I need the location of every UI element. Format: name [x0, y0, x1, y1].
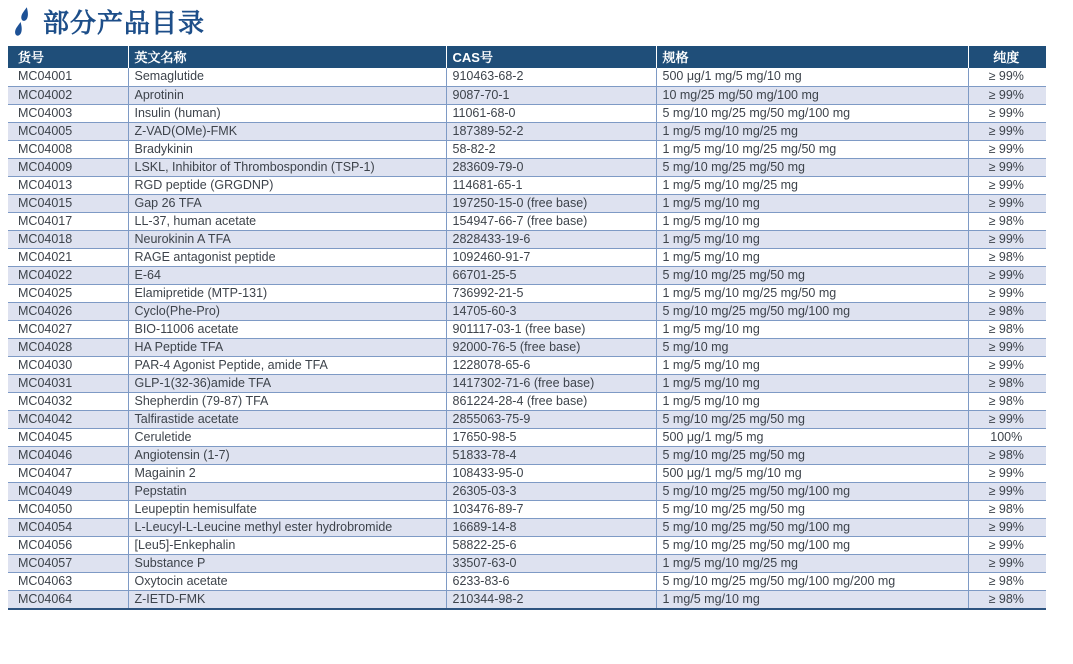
cell-name: Semaglutide: [128, 68, 446, 86]
cell-cas: 910463-68-2: [446, 68, 656, 86]
column-header-sku: 货号: [8, 46, 128, 68]
cell-name: Neurokinin A TFA: [128, 230, 446, 248]
cell-sku: MC04003: [8, 104, 128, 122]
cell-cas: 1228078-65-6: [446, 356, 656, 374]
cell-name: HA Peptide TFA: [128, 338, 446, 356]
cell-spec: 1 mg/5 mg/10 mg: [656, 356, 968, 374]
table-row: [8, 410, 1046, 428]
cell-purity: ≥ 99%: [968, 266, 1046, 284]
cell-purity: ≥ 99%: [968, 86, 1046, 104]
cell-cas: 2828433-19-6: [446, 230, 656, 248]
flame-double-slash-icon: [10, 7, 34, 40]
cell-spec: 500 μg/1 mg/5 mg/10 mg: [656, 464, 968, 482]
cell-name: Cyclo(Phe-Pro): [128, 302, 446, 320]
cell-name: GLP-1(32-36)amide TFA: [128, 374, 446, 392]
cell-sku: MC04042: [8, 410, 128, 428]
cell-spec: 1 mg/5 mg/10 mg: [656, 248, 968, 266]
cell-sku: MC04017: [8, 212, 128, 230]
cell-name: RAGE antagonist peptide: [128, 248, 446, 266]
cell-purity: ≥ 98%: [968, 374, 1046, 392]
cell-purity: ≥ 99%: [968, 554, 1046, 572]
table-body: [8, 68, 1046, 609]
cell-name: Leupeptin hemisulfate: [128, 500, 446, 518]
cell-cas: 6233-83-6: [446, 572, 656, 590]
cell-cas: 66701-25-5: [446, 266, 656, 284]
cell-spec: 5 mg/10 mg/25 mg/50 mg/100 mg: [656, 104, 968, 122]
cell-sku: MC04015: [8, 194, 128, 212]
table-row: [8, 212, 1046, 230]
table-row: [8, 356, 1046, 374]
cell-spec: 1 mg/5 mg/10 mg: [656, 212, 968, 230]
cell-cas: 1092460-91-7: [446, 248, 656, 266]
cell-cas: 14705-60-3: [446, 302, 656, 320]
cell-purity: ≥ 99%: [968, 122, 1046, 140]
cell-sku: MC04022: [8, 266, 128, 284]
cell-cas: 92000-76-5 (free base): [446, 338, 656, 356]
cell-spec: 5 mg/10 mg/25 mg/50 mg: [656, 410, 968, 428]
cell-spec: 1 mg/5 mg/10 mg: [656, 590, 968, 609]
table-row: [8, 194, 1046, 212]
table-header-row: [8, 46, 1046, 68]
cell-name: Elamipretide (MTP-131): [128, 284, 446, 302]
cell-cas: 26305-03-3: [446, 482, 656, 500]
cell-purity: ≥ 98%: [968, 572, 1046, 590]
table-row: [8, 122, 1046, 140]
cell-purity: ≥ 98%: [968, 446, 1046, 464]
cell-purity: ≥ 99%: [968, 104, 1046, 122]
cell-name: E-64: [128, 266, 446, 284]
cell-spec: 500 μg/1 mg/5 mg: [656, 428, 968, 446]
cell-sku: MC04063: [8, 572, 128, 590]
cell-cas: 901117-03-1 (free base): [446, 320, 656, 338]
table-row: [8, 536, 1046, 554]
cell-purity: ≥ 99%: [968, 410, 1046, 428]
cell-name: Ceruletide: [128, 428, 446, 446]
cell-name: Shepherdin (79-87) TFA: [128, 392, 446, 410]
cell-spec: 1 mg/5 mg/10 mg: [656, 392, 968, 410]
cell-name: Z-VAD(OMe)-FMK: [128, 122, 446, 140]
cell-name: PAR-4 Agonist Peptide, amide TFA: [128, 356, 446, 374]
page-title: 部分产品目录: [43, 8, 206, 38]
cell-sku: MC04054: [8, 518, 128, 536]
cell-cas: 861224-28-4 (free base): [446, 392, 656, 410]
cell-purity: ≥ 99%: [968, 194, 1046, 212]
cell-purity: ≥ 98%: [968, 302, 1046, 320]
cell-cas: 51833-78-4: [446, 446, 656, 464]
table-row: [8, 428, 1046, 446]
table-row: [8, 590, 1046, 609]
cell-spec: 5 mg/10 mg/25 mg/50 mg/100 mg/200 mg: [656, 572, 968, 590]
cell-spec: 5 mg/10 mg/25 mg/50 mg/100 mg: [656, 302, 968, 320]
cell-sku: MC04050: [8, 500, 128, 518]
cell-name: LL-37, human acetate: [128, 212, 446, 230]
cell-spec: 10 mg/25 mg/50 mg/100 mg: [656, 86, 968, 104]
cell-name: Aprotinin: [128, 86, 446, 104]
cell-spec: 5 mg/10 mg/25 mg/50 mg: [656, 266, 968, 284]
cell-purity: ≥ 99%: [968, 356, 1046, 374]
table-row: [8, 140, 1046, 158]
cell-sku: MC04018: [8, 230, 128, 248]
cell-sku: MC04005: [8, 122, 128, 140]
cell-cas: 210344-98-2: [446, 590, 656, 609]
product-table: [8, 46, 1046, 610]
table-row: [8, 554, 1046, 572]
cell-spec: 1 mg/5 mg/10 mg: [656, 374, 968, 392]
cell-name: Angiotensin (1-7): [128, 446, 446, 464]
table-row: [8, 374, 1046, 392]
cell-spec: 5 mg/10 mg/25 mg/50 mg/100 mg: [656, 518, 968, 536]
cell-spec: 5 mg/10 mg/25 mg/50 mg/100 mg: [656, 482, 968, 500]
cell-purity: ≥ 99%: [968, 140, 1046, 158]
cell-name: Gap 26 TFA: [128, 194, 446, 212]
table-row: [8, 158, 1046, 176]
cell-sku: MC04025: [8, 284, 128, 302]
cell-sku: MC04047: [8, 464, 128, 482]
cell-cas: 2855063-75-9: [446, 410, 656, 428]
cell-sku: MC04001: [8, 68, 128, 86]
cell-name: [Leu5]-Enkephalin: [128, 536, 446, 554]
cell-sku: MC04028: [8, 338, 128, 356]
table-row: [8, 482, 1046, 500]
cell-cas: 114681-65-1: [446, 176, 656, 194]
cell-spec: 1 mg/5 mg/10 mg: [656, 194, 968, 212]
table-row: [8, 284, 1046, 302]
cell-purity: ≥ 99%: [968, 176, 1046, 194]
table-row: [8, 518, 1046, 536]
cell-name: Substance P: [128, 554, 446, 572]
cell-spec: 1 mg/5 mg/10 mg/25 mg/50 mg: [656, 284, 968, 302]
table-row: [8, 302, 1046, 320]
cell-purity: ≥ 98%: [968, 212, 1046, 230]
cell-purity: ≥ 99%: [968, 284, 1046, 302]
cell-name: Oxytocin acetate: [128, 572, 446, 590]
cell-spec: 5 mg/10 mg/25 mg/50 mg: [656, 446, 968, 464]
cell-purity: ≥ 99%: [968, 482, 1046, 500]
cell-name: LSKL, Inhibitor of Thrombospondin (TSP-1): [128, 158, 446, 176]
cell-sku: MC04021: [8, 248, 128, 266]
cell-purity: ≥ 99%: [968, 464, 1046, 482]
cell-cas: 58822-25-6: [446, 536, 656, 554]
table-row: [8, 392, 1046, 410]
column-header-cas: CAS号: [446, 46, 656, 68]
cell-name: Bradykinin: [128, 140, 446, 158]
cell-spec: 500 μg/1 mg/5 mg/10 mg: [656, 68, 968, 86]
cell-name: Talfirastide acetate: [128, 410, 446, 428]
cell-cas: 283609-79-0: [446, 158, 656, 176]
cell-purity: ≥ 98%: [968, 590, 1046, 609]
cell-purity: ≥ 98%: [968, 320, 1046, 338]
cell-sku: MC04057: [8, 554, 128, 572]
cell-spec: 5 mg/10 mg/25 mg/50 mg/100 mg: [656, 536, 968, 554]
cell-spec: 5 mg/10 mg: [656, 338, 968, 356]
table-row: [8, 464, 1046, 482]
cell-purity: 100%: [968, 428, 1046, 446]
column-header-purity: 纯度: [968, 46, 1046, 68]
table-row: [8, 104, 1046, 122]
table-row: [8, 266, 1046, 284]
cell-purity: ≥ 99%: [968, 338, 1046, 356]
cell-name: BIO-11006 acetate: [128, 320, 446, 338]
cell-name: Magainin 2: [128, 464, 446, 482]
cell-sku: MC04026: [8, 302, 128, 320]
cell-purity: ≥ 99%: [968, 536, 1046, 554]
cell-spec: 1 mg/5 mg/10 mg: [656, 230, 968, 248]
cell-cas: 154947-66-7 (free base): [446, 212, 656, 230]
table-row: [8, 248, 1046, 266]
table-row: [8, 86, 1046, 104]
cell-cas: 11061-68-0: [446, 104, 656, 122]
table-row: [8, 320, 1046, 338]
cell-spec: 1 mg/5 mg/10 mg/25 mg: [656, 176, 968, 194]
cell-sku: MC04049: [8, 482, 128, 500]
cell-cas: 736992-21-5: [446, 284, 656, 302]
cell-cas: 9087-70-1: [446, 86, 656, 104]
cell-spec: 1 mg/5 mg/10 mg/25 mg/50 mg: [656, 140, 968, 158]
cell-name: Z-IETD-FMK: [128, 590, 446, 609]
cell-purity: ≥ 98%: [968, 500, 1046, 518]
cell-spec: 1 mg/5 mg/10 mg/25 mg: [656, 554, 968, 572]
cell-sku: MC04013: [8, 176, 128, 194]
cell-name: Insulin (human): [128, 104, 446, 122]
cell-cas: 16689-14-8: [446, 518, 656, 536]
cell-sku: MC04046: [8, 446, 128, 464]
table-row: [8, 338, 1046, 356]
cell-name: Pepstatin: [128, 482, 446, 500]
cell-purity: ≥ 99%: [968, 230, 1046, 248]
cell-sku: MC04031: [8, 374, 128, 392]
cell-name: RGD peptide (GRGDNP): [128, 176, 446, 194]
column-header-spec: 规格: [656, 46, 968, 68]
cell-sku: MC04056: [8, 536, 128, 554]
cell-sku: MC04002: [8, 86, 128, 104]
cell-purity: ≥ 98%: [968, 248, 1046, 266]
cell-spec: 5 mg/10 mg/25 mg/50 mg: [656, 500, 968, 518]
cell-cas: 58-82-2: [446, 140, 656, 158]
cell-sku: MC04008: [8, 140, 128, 158]
cell-sku: MC04009: [8, 158, 128, 176]
cell-sku: MC04030: [8, 356, 128, 374]
cell-cas: 17650-98-5: [446, 428, 656, 446]
cell-cas: 197250-15-0 (free base): [446, 194, 656, 212]
table-row: [8, 500, 1046, 518]
cell-spec: 1 mg/5 mg/10 mg: [656, 320, 968, 338]
cell-spec: 1 mg/5 mg/10 mg/25 mg: [656, 122, 968, 140]
table-row: [8, 572, 1046, 590]
table-row: [8, 446, 1046, 464]
title-bar: [8, 3, 1073, 43]
cell-purity: ≥ 99%: [968, 68, 1046, 86]
cell-sku: MC04027: [8, 320, 128, 338]
table-row: [8, 176, 1046, 194]
cell-cas: 103476-89-7: [446, 500, 656, 518]
cell-spec: 5 mg/10 mg/25 mg/50 mg: [656, 158, 968, 176]
column-header-name: 英文名称: [128, 46, 446, 68]
cell-sku: MC04045: [8, 428, 128, 446]
cell-cas: 33507-63-0: [446, 554, 656, 572]
cell-cas: 187389-52-2: [446, 122, 656, 140]
cell-sku: MC04064: [8, 590, 128, 609]
cell-name: L-Leucyl-L-Leucine methyl ester hydrobromide: [128, 518, 446, 536]
cell-purity: ≥ 99%: [968, 158, 1046, 176]
cell-cas: 108433-95-0: [446, 464, 656, 482]
cell-purity: ≥ 98%: [968, 392, 1046, 410]
cell-sku: MC04032: [8, 392, 128, 410]
cell-purity: ≥ 99%: [968, 518, 1046, 536]
cell-cas: 1417302-71-6 (free base): [446, 374, 656, 392]
table-row: [8, 68, 1046, 86]
table-row: [8, 230, 1046, 248]
